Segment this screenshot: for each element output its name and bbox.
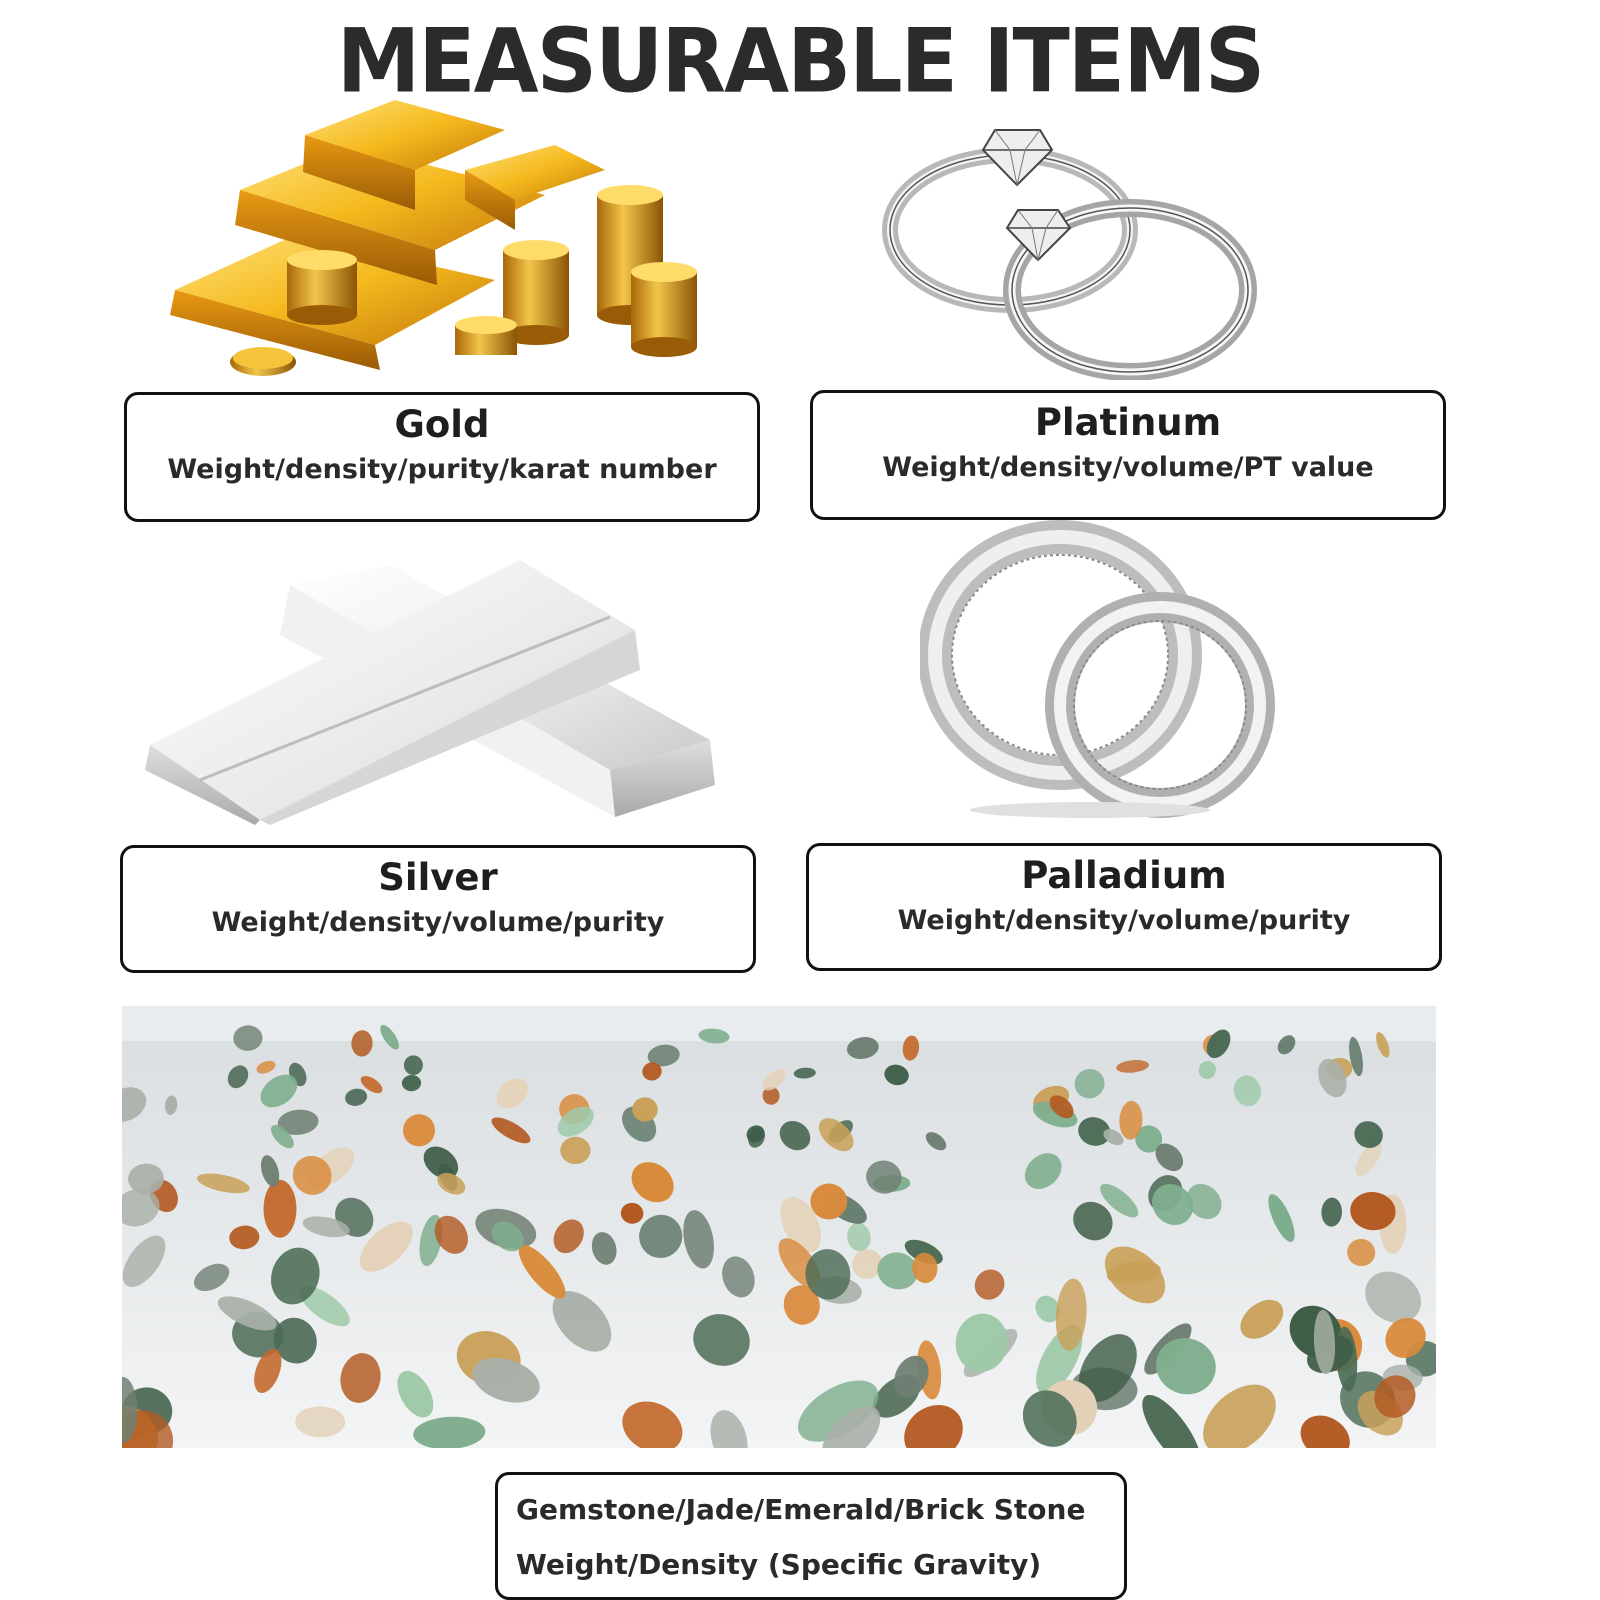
palladium-properties: Weight/density/volume/purity bbox=[897, 905, 1351, 936]
stone bbox=[264, 1180, 297, 1238]
wedding-bands-icon bbox=[920, 520, 1290, 820]
gemstones-photo bbox=[122, 1006, 1436, 1448]
page-title: MEASURABLE ITEMS bbox=[336, 9, 1264, 113]
silver-label-box bbox=[120, 845, 756, 973]
gemstones-label-box bbox=[495, 1472, 1127, 1600]
diamond-rings-icon bbox=[880, 110, 1280, 380]
palladium-label-box bbox=[806, 843, 1442, 971]
silver-properties: Weight/density/volume/purity bbox=[211, 907, 665, 938]
gold-bars-coins-icon bbox=[165, 100, 725, 390]
silver-name: Silver bbox=[378, 856, 498, 899]
gold-name: Gold bbox=[394, 403, 490, 446]
gemstones-name: Gemstone/Jade/Emerald/Brick Stone bbox=[516, 1493, 1086, 1526]
gold-properties: Weight/density/purity/karat number bbox=[167, 454, 717, 485]
platinum-name: Platinum bbox=[1034, 401, 1222, 444]
gold-label-box bbox=[124, 392, 760, 522]
palladium-name: Palladium bbox=[1021, 854, 1227, 897]
gemstones-properties: Weight/Density (Specific Gravity) bbox=[516, 1548, 1042, 1581]
stone bbox=[810, 1184, 847, 1220]
silver-bars-icon bbox=[140, 555, 740, 825]
platinum-label-box bbox=[810, 390, 1446, 520]
platinum-properties: Weight/density/volume/PT value bbox=[882, 452, 1374, 483]
